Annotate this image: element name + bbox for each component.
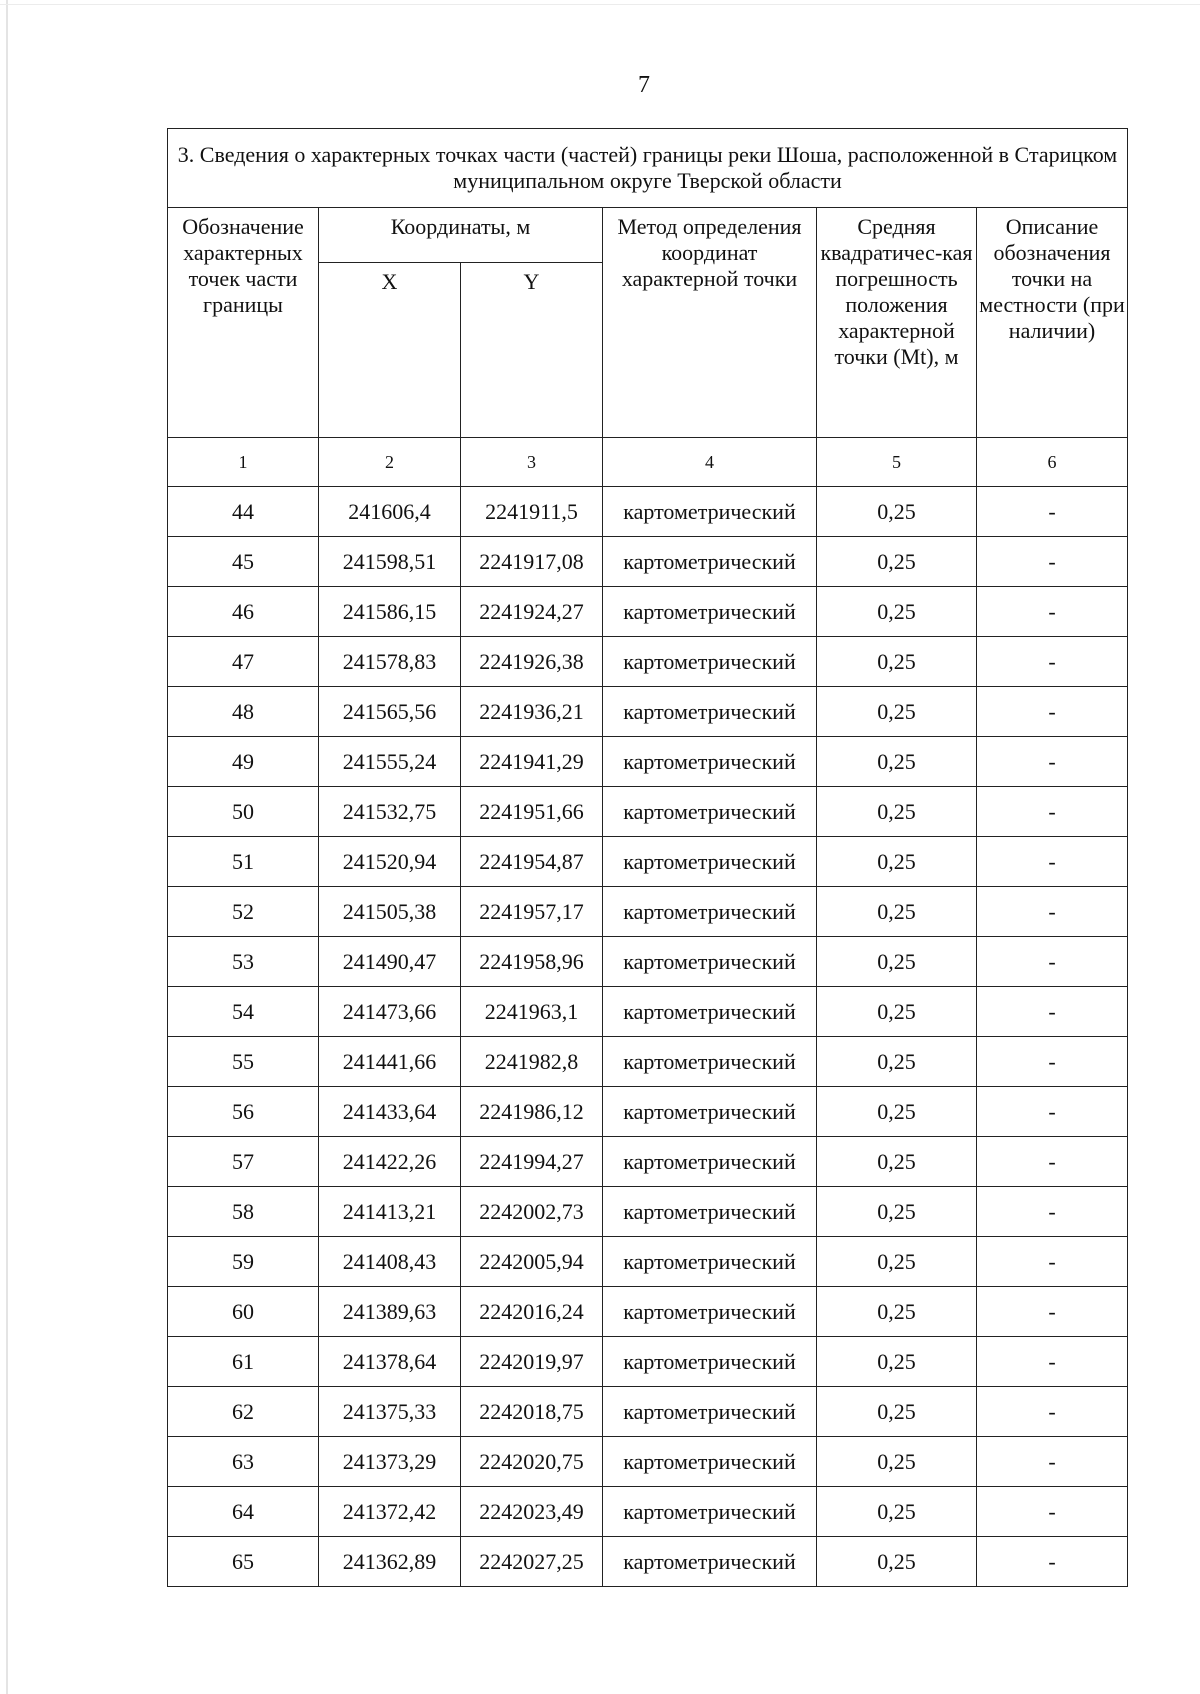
method-cell: картометрический	[603, 1437, 817, 1487]
description-cell: -	[977, 687, 1128, 737]
x-coordinate-cell: 241520,94	[319, 837, 461, 887]
method-cell: картометрический	[603, 637, 817, 687]
method-cell: картометрический	[603, 687, 817, 737]
column-number-row	[168, 438, 1128, 487]
x-coordinate-cell: 241408,43	[319, 1237, 461, 1287]
table-row	[168, 887, 1128, 937]
description-cell: -	[977, 787, 1128, 837]
table-row	[168, 1187, 1128, 1237]
header-x: X	[319, 263, 461, 438]
point-id-cell: 49	[168, 737, 319, 787]
x-coordinate-cell: 241578,83	[319, 637, 461, 687]
error-cell: 0,25	[817, 937, 977, 987]
error-cell: 0,25	[817, 687, 977, 737]
x-coordinate-cell: 241433,64	[319, 1087, 461, 1137]
point-id-cell: 63	[168, 1437, 319, 1487]
description-cell: -	[977, 1387, 1128, 1437]
method-cell: картометрический	[603, 1537, 817, 1587]
method-cell: картометрический	[603, 937, 817, 987]
y-coordinate-cell: 2241958,96	[461, 937, 603, 987]
description-cell: -	[977, 937, 1128, 987]
table-row	[168, 1537, 1128, 1587]
point-id-cell: 62	[168, 1387, 319, 1437]
column-number: 3	[461, 438, 603, 487]
error-cell: 0,25	[817, 837, 977, 887]
error-cell: 0,25	[817, 1487, 977, 1537]
y-coordinate-cell: 2241954,87	[461, 837, 603, 887]
error-cell: 0,25	[817, 637, 977, 687]
method-cell: картометрический	[603, 1337, 817, 1387]
description-cell: -	[977, 1487, 1128, 1537]
description-cell: -	[977, 1087, 1128, 1137]
y-coordinate-cell: 2241936,21	[461, 687, 603, 737]
point-id-cell: 52	[168, 887, 319, 937]
table-row	[168, 737, 1128, 787]
header-point-designation: Обозначение характерных точек части границы	[168, 208, 319, 438]
method-cell: картометрический	[603, 487, 817, 537]
header-y: Y	[461, 263, 603, 438]
scan-edge	[6, 0, 8, 1694]
table-row	[168, 1237, 1128, 1287]
table-row	[168, 987, 1128, 1037]
table-row	[168, 1387, 1128, 1437]
y-coordinate-cell: 2241986,12	[461, 1087, 603, 1137]
error-cell: 0,25	[817, 987, 977, 1037]
description-cell: -	[977, 837, 1128, 887]
point-id-cell: 48	[168, 687, 319, 737]
x-coordinate-cell: 241565,56	[319, 687, 461, 737]
method-cell: картометрический	[603, 1287, 817, 1337]
x-coordinate-cell: 241362,89	[319, 1537, 461, 1587]
table-row	[168, 1037, 1128, 1087]
method-cell: картометрический	[603, 1487, 817, 1537]
description-cell: -	[977, 1037, 1128, 1087]
description-cell: -	[977, 487, 1128, 537]
x-coordinate-cell: 241441,66	[319, 1037, 461, 1087]
y-coordinate-cell: 2242016,24	[461, 1287, 603, 1337]
x-coordinate-cell: 241373,29	[319, 1437, 461, 1487]
table-row	[168, 1487, 1128, 1537]
method-cell: картометрический	[603, 887, 817, 937]
column-number: 2	[319, 438, 461, 487]
method-cell: картометрический	[603, 987, 817, 1037]
column-number: 4	[603, 438, 817, 487]
table-row	[168, 1287, 1128, 1337]
y-coordinate-cell: 2242019,97	[461, 1337, 603, 1387]
y-coordinate-cell: 2242023,49	[461, 1487, 603, 1537]
description-cell: -	[977, 587, 1128, 637]
error-cell: 0,25	[817, 487, 977, 537]
table-row	[168, 487, 1128, 537]
point-id-cell: 58	[168, 1187, 319, 1237]
error-cell: 0,25	[817, 1387, 977, 1437]
method-cell: картометрический	[603, 837, 817, 887]
method-cell: картометрический	[603, 537, 817, 587]
page-number: 7	[638, 72, 650, 98]
header-coordinates: Координаты, м	[319, 208, 603, 263]
point-id-cell: 60	[168, 1287, 319, 1337]
description-cell: -	[977, 1337, 1128, 1387]
table-row	[168, 937, 1128, 987]
y-coordinate-cell: 2242027,25	[461, 1537, 603, 1587]
table-row	[168, 1437, 1128, 1487]
x-coordinate-cell: 241378,64	[319, 1337, 461, 1387]
method-cell: картометрический	[603, 1187, 817, 1237]
error-cell: 0,25	[817, 1337, 977, 1387]
method-cell: картометрический	[603, 1237, 817, 1287]
method-cell: картометрический	[603, 1387, 817, 1437]
error-cell: 0,25	[817, 1137, 977, 1187]
description-cell: -	[977, 737, 1128, 787]
error-cell: 0,25	[817, 1537, 977, 1587]
x-coordinate-cell: 241586,15	[319, 587, 461, 637]
x-coordinate-cell: 241372,42	[319, 1487, 461, 1537]
description-cell: -	[977, 887, 1128, 937]
y-coordinate-cell: 2241982,8	[461, 1037, 603, 1087]
table-row	[168, 637, 1128, 687]
error-cell: 0,25	[817, 1237, 977, 1287]
description-cell: -	[977, 1187, 1128, 1237]
point-id-cell: 61	[168, 1337, 319, 1387]
table-row	[168, 1137, 1128, 1187]
error-cell: 0,25	[817, 887, 977, 937]
x-coordinate-cell: 241413,21	[319, 1187, 461, 1237]
method-cell: картометрический	[603, 1037, 817, 1087]
y-coordinate-cell: 2242005,94	[461, 1237, 603, 1287]
error-cell: 0,25	[817, 1437, 977, 1487]
point-id-cell: 47	[168, 637, 319, 687]
table-row	[168, 537, 1128, 587]
y-coordinate-cell: 2241924,27	[461, 587, 603, 637]
error-cell: 0,25	[817, 537, 977, 587]
point-id-cell: 54	[168, 987, 319, 1037]
table-row	[168, 787, 1128, 837]
method-cell: картометрический	[603, 1087, 817, 1137]
point-id-cell: 50	[168, 787, 319, 837]
point-id-cell: 64	[168, 1487, 319, 1537]
scan-edge-top	[0, 4, 1200, 5]
x-coordinate-cell: 241606,4	[319, 487, 461, 537]
header-point-description: Описание обозначения точки на местности (при наличии)	[977, 208, 1128, 438]
column-number: 5	[817, 438, 977, 487]
error-cell: 0,25	[817, 1287, 977, 1337]
table-title: 3. Сведения о характерных точках части (частей) границы реки Шоша, расположенной в Старицком муниципальном округе Тверской области	[168, 129, 1128, 208]
x-coordinate-cell: 241532,75	[319, 787, 461, 837]
method-cell: картометрический	[603, 587, 817, 637]
header-method: Метод определения координат характерной точки	[603, 208, 817, 438]
y-coordinate-cell: 2242020,75	[461, 1437, 603, 1487]
description-cell: -	[977, 987, 1128, 1037]
point-id-cell: 51	[168, 837, 319, 887]
x-coordinate-cell: 241389,63	[319, 1287, 461, 1337]
error-cell: 0,25	[817, 787, 977, 837]
table-row	[168, 587, 1128, 637]
header-mean-square-error: Средняя квадратичес-кая погрешность положения характерной точки (Mt), м	[817, 208, 977, 438]
x-coordinate-cell: 241598,51	[319, 537, 461, 587]
x-coordinate-cell: 241505,38	[319, 887, 461, 937]
table-row	[168, 1337, 1128, 1387]
x-coordinate-cell: 241422,26	[319, 1137, 461, 1187]
point-id-cell: 56	[168, 1087, 319, 1137]
description-cell: -	[977, 1237, 1128, 1287]
method-cell: картометрический	[603, 1137, 817, 1187]
y-coordinate-cell: 2242018,75	[461, 1387, 603, 1437]
description-cell: -	[977, 637, 1128, 687]
boundary-points-table	[167, 128, 1128, 1587]
point-id-cell: 59	[168, 1237, 319, 1287]
error-cell: 0,25	[817, 1087, 977, 1137]
point-id-cell: 44	[168, 487, 319, 537]
point-id-cell: 57	[168, 1137, 319, 1187]
table-row	[168, 687, 1128, 737]
error-cell: 0,25	[817, 1037, 977, 1087]
table-row	[168, 837, 1128, 887]
column-number: 1	[168, 438, 319, 487]
y-coordinate-cell: 2241926,38	[461, 637, 603, 687]
x-coordinate-cell: 241490,47	[319, 937, 461, 987]
x-coordinate-cell: 241473,66	[319, 987, 461, 1037]
table-row	[168, 1087, 1128, 1137]
y-coordinate-cell: 2241951,66	[461, 787, 603, 837]
y-coordinate-cell: 2241917,08	[461, 537, 603, 587]
method-cell: картометрический	[603, 737, 817, 787]
point-id-cell: 53	[168, 937, 319, 987]
y-coordinate-cell: 2241963,1	[461, 987, 603, 1037]
y-coordinate-cell: 2241941,29	[461, 737, 603, 787]
point-id-cell: 46	[168, 587, 319, 637]
description-cell: -	[977, 537, 1128, 587]
x-coordinate-cell: 241555,24	[319, 737, 461, 787]
column-number: 6	[977, 438, 1128, 487]
x-coordinate-cell: 241375,33	[319, 1387, 461, 1437]
point-id-cell: 45	[168, 537, 319, 587]
description-cell: -	[977, 1287, 1128, 1337]
error-cell: 0,25	[817, 1187, 977, 1237]
y-coordinate-cell: 2242002,73	[461, 1187, 603, 1237]
method-cell: картометрический	[603, 787, 817, 837]
description-cell: -	[977, 1537, 1128, 1587]
description-cell: -	[977, 1437, 1128, 1487]
y-coordinate-cell: 2241994,27	[461, 1137, 603, 1187]
error-cell: 0,25	[817, 587, 977, 637]
y-coordinate-cell: 2241957,17	[461, 887, 603, 937]
description-cell: -	[977, 1137, 1128, 1187]
point-id-cell: 55	[168, 1037, 319, 1087]
point-id-cell: 65	[168, 1537, 319, 1587]
error-cell: 0,25	[817, 737, 977, 787]
y-coordinate-cell: 2241911,5	[461, 487, 603, 537]
